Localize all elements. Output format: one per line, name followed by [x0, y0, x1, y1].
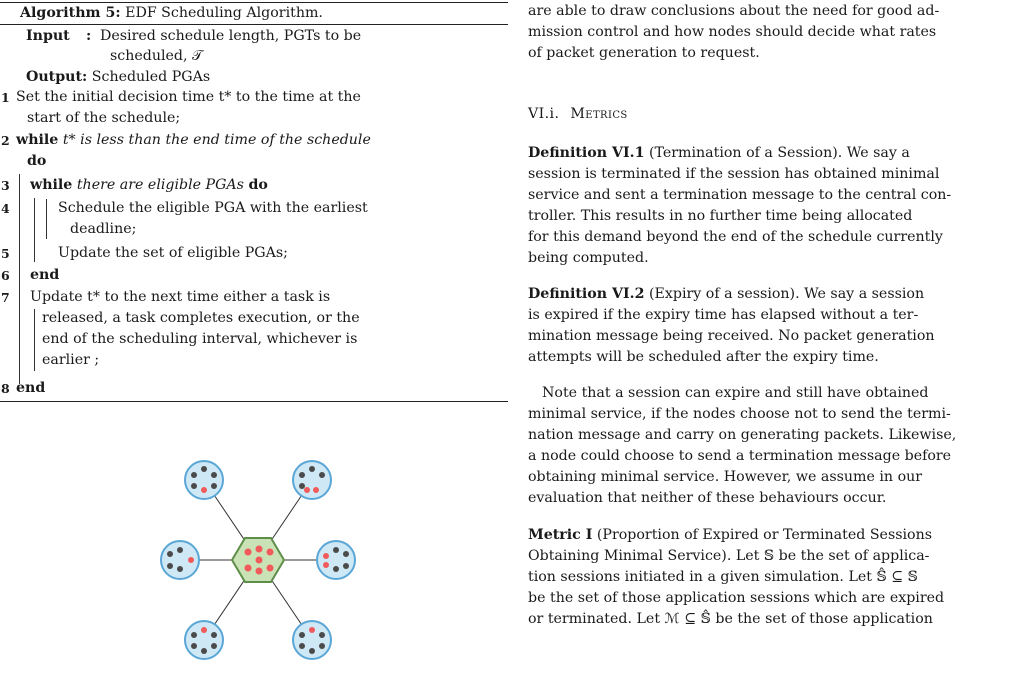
metric-line-1: Obtaining Minimal Service). Let 𝕊 be the set of applica- — [528, 548, 930, 564]
keyword-end-outer: end — [16, 380, 46, 396]
while-condition: t* is less than the end time of the schedule — [62, 132, 371, 148]
hub-node — [232, 538, 284, 582]
step-num-8: 8 — [1, 381, 10, 396]
step-7-line-3: end of the scheduling interval, whichever is — [42, 331, 358, 347]
def2-line-3: attempts will be scheduled after the expiry time. — [528, 349, 879, 365]
input-colon: : — [86, 28, 92, 44]
def2-line-1: is expired if the expiry time has elapsed without a ter- — [528, 307, 919, 323]
def2-rest: We say a session — [804, 286, 925, 302]
leaf-node-right — [317, 541, 355, 579]
def1-label: Definition VI.1 — [528, 145, 645, 161]
step-1-line-2: start of the schedule; — [27, 110, 181, 126]
def1-first-line — [528, 143, 1031, 164]
leaf-node-bottom-left — [185, 621, 223, 659]
intro-line-3: of packet generation to request. — [528, 45, 760, 61]
output-text: Scheduled PGAs — [91, 69, 211, 85]
note-line-6: evaluation that neither of these behaviours occur. — [528, 490, 887, 506]
output-label: Output: — [26, 69, 88, 85]
intro-line-2: mission control and how nodes should decide what rates — [528, 24, 937, 40]
step-7-line-4: earlier ; — [42, 352, 100, 368]
algo-caption-text: EDF Scheduling Algorithm. — [125, 5, 323, 21]
def1-line-5: being computed. — [528, 250, 649, 266]
step-num-1: 1 — [1, 90, 10, 105]
algo-caption-rule — [0, 24, 508, 25]
step-num-7: 7 — [1, 290, 10, 305]
keyword-do-inner: do — [248, 177, 268, 193]
note-line-2: minimal service, if the nodes choose not to send the termi- — [528, 406, 951, 422]
keyword-while: while — [16, 132, 59, 148]
keyword-end-inner: end — [30, 267, 60, 283]
input-text-2: scheduled, 𝒯 — [110, 48, 203, 64]
inner-loop-bar — [34, 198, 35, 262]
step-3-line — [30, 175, 268, 195]
input-label: Input — [26, 28, 70, 44]
def1-rest: We say a — [846, 145, 910, 161]
def1-line-1: session is terminated if the session has obtained minimal — [528, 166, 940, 182]
step-num-6: 6 — [1, 268, 10, 283]
metric-line-4: or terminated. Let ℳ ⊆ 𝕊̂ be the set of those application — [528, 611, 933, 627]
keyword-do: do — [27, 153, 47, 169]
note-line-3: nation message and carry on generating packets. Likewise, — [528, 427, 957, 443]
right-column — [528, 0, 1033, 674]
leaf-node-bottom-right — [293, 621, 331, 659]
left-column — [0, 0, 508, 674]
note-line-4: a node could choose to send a termination message before — [528, 448, 952, 464]
step-7-line-1: Update t* to the next time either a task is — [30, 289, 331, 305]
keyword-while-inner: while — [30, 177, 73, 193]
step-5-line: Update the set of eligible PGAs; — [58, 245, 288, 261]
note-line-5: obtaining minimal service. However, we assume in our — [528, 469, 923, 485]
metric-line-3: be the set of those application sessions which are expired — [528, 590, 945, 606]
step-4-line-2: deadline; — [70, 221, 137, 237]
algo-caption-label: Algorithm 5: — [20, 5, 121, 21]
step-1-line-1: Set the initial decision time t* to the time at the — [16, 89, 361, 105]
section-number: VI.i. — [528, 106, 560, 122]
def1-line-3: troller. This results in no further time being allocated — [528, 208, 913, 224]
intro-line-1: are able to draw conclusions about the need for good ad- — [528, 3, 940, 19]
leaf-node-top-left — [185, 461, 223, 499]
algo-bottom-rule — [0, 401, 508, 402]
metric-label: Metric I — [528, 527, 593, 543]
metric-title: (Proportion of Expired or Terminated Sessions — [596, 527, 933, 543]
step-2-line — [16, 130, 371, 150]
algo-caption — [20, 3, 323, 23]
step-num-4: 4 — [1, 201, 10, 216]
step-num-5: 5 — [1, 246, 10, 261]
step-num-2: 2 — [1, 133, 10, 148]
def2-line-2: mination message being received. No packet generation — [528, 328, 935, 344]
leaf-node-left — [161, 541, 199, 579]
step-7-line-2: released, a task completes execution, or the — [42, 310, 360, 326]
inner-while-condition: there are eligible PGAs — [76, 177, 244, 193]
input-text-1: Desired schedule length, PGTs to be — [100, 28, 362, 44]
def1-line-2: service and sent a termination message to the central con- — [528, 187, 952, 203]
outer-loop-bar — [19, 174, 20, 384]
metric-first-line — [528, 525, 1031, 546]
star-topology-figure — [144, 460, 374, 660]
def1-title: (Termination of a Session). — [648, 145, 843, 161]
leaf-node-top-right — [293, 461, 331, 499]
def2-first-line — [528, 284, 1031, 305]
section-heading — [528, 106, 628, 122]
step-num-3: 3 — [1, 178, 10, 193]
section-title: Metrics — [570, 106, 628, 122]
def2-label: Definition VI.2 — [528, 286, 645, 302]
note-line-1: Note that a session can expire and still have obtained — [542, 385, 929, 401]
def1-line-4: for this demand beyond the end of the schedule currently — [528, 229, 943, 245]
step-4-bar — [46, 199, 47, 239]
def2-title: (Expiry of a session). — [648, 286, 800, 302]
step-7-bar — [34, 309, 35, 371]
step-4-line-1: Schedule the eligible PGA with the earliest — [58, 200, 368, 216]
metric-line-2: tion sessions initiated in a given simulation. Let 𝕊̂ ⊆ 𝕊 — [528, 569, 918, 585]
